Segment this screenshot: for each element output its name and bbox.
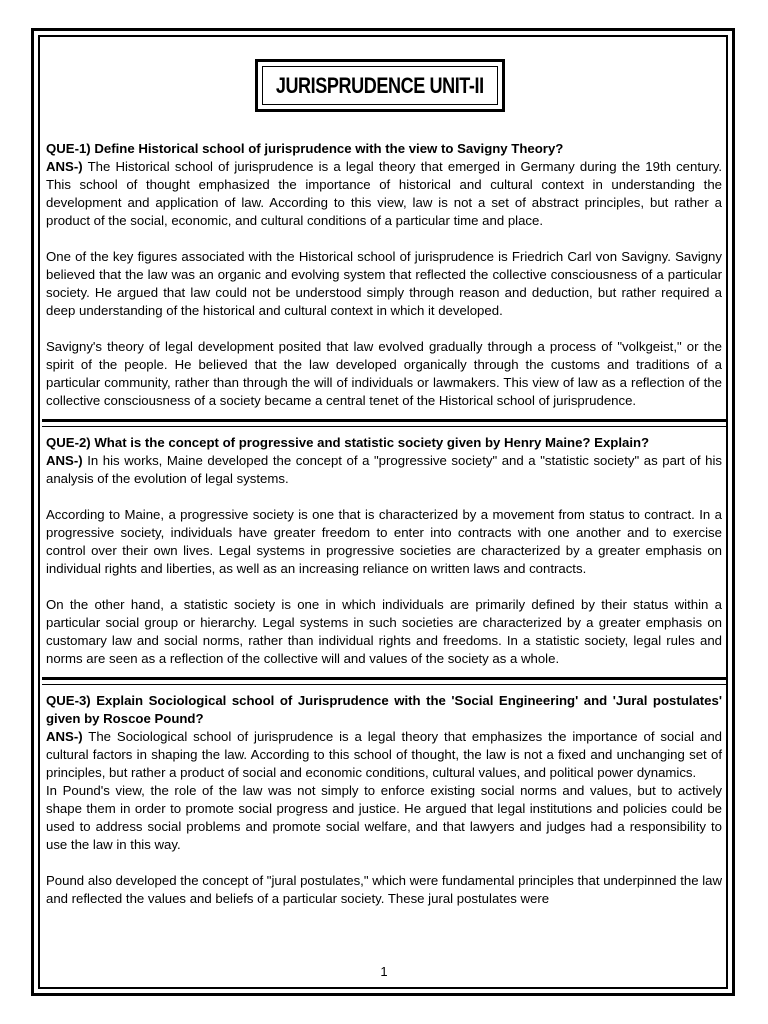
title-box-inner [262,66,498,105]
answer-1-paragraph-1 [46,158,722,230]
answer-2-paragraph-1 [46,452,722,488]
question-2: QUE-2) What is the concept of progressive and statistic society given by Henry Maine? Explain? [46,435,650,450]
section-divider [42,419,726,427]
answer-text: The Sociological school of jurisprudence is a legal theory that emphasizes the importance of social and cultural factors in shaping the law. According to this school of thought, the law is not a fixed and unchanging set of principles, but rather a product of social and economic conditions, cultural values, and political power dynamics. [46,729,722,780]
answer-label: ANS-) [46,159,83,174]
question-3: QUE-3) Explain Sociological school of Jurisprudence with the 'Social Engineering' and 'Jural postulates' given by Roscoe Pound? [46,693,722,726]
title-box [255,59,505,112]
answer-2-paragraph-2: According to Maine, a progressive society is one that is characterized by a movement from status to contract. In a progressive society, individuals have greater freedom to enter into contracts with one another and to exercise control over their own lives. Legal systems in progressive societies are characterized by a greater emphasis on individual rights and liberties, as well as an increasing reliance on written laws and contracts. [46,507,722,576]
answer-3-paragraph-3: Pound also developed the concept of "jural postulates," which were fundamental principles that underpinned the law and reflected the values and beliefs of a particular society. These jural postulates were [46,873,722,906]
page-number: 1 [380,964,388,979]
answer-text: In his works, Maine developed the concept of a "progressive society" and a "statistic society" as part of his analysis of the evolution of legal systems. [46,453,722,486]
answer-1-paragraph-2: One of the key figures associated with the Historical school of jurisprudence is Friedrich Carl von Savigny. Savigny believed that the law was an organic and evolving system that reflected the collective consciousness of a particular society. He argued that law could not be understood simply through reason and deduction, but rather required a deep understanding of the historical and cultural context in which it developed. [46,249,722,318]
answer-3-paragraph-2: In Pound's view, the role of the law was not simply to enforce existing social norms and values, but to actively shape them in order to promote social progress and justice. He argued that legal institutions and policies could be used to address social problems and promote social welfare, and that lawyers and judges had a responsibility to use the law in this way. [46,783,722,852]
answer-3-paragraph-1 [46,728,722,782]
question-section-2 [46,434,722,668]
answer-2-paragraph-3: On the other hand, a statistic society is one in which individuals are primarily defined by their status within a particular social group or hierarchy. Legal systems in such societies are characterized by a greater emphasis on customary law and social norms, rather than individual rights and freedoms. In a statistic society, legal rules and norms are seen as a reflection of the collective will and values of the society as a whole. [46,597,722,666]
answer-label: ANS-) [46,453,83,468]
answer-1-paragraph-3: Savigny's theory of legal development posited that law evolved gradually through a process of "volkgeist," or the spirit of the people. He believed that the law developed organically through the customs and traditions of a particular community, rather than through the will of individuals or lawmakers. This view of law as a reflection of the collective consciousness of a society became a central tenet of the Historical school of jurisprudence. [46,339,722,408]
question-1: QUE-1) Define Historical school of jurisprudence with the view to Savigny Theory? [46,141,564,156]
question-section-3 [46,692,722,908]
document-title: JURISPRUDENCE UNIT-II [276,72,484,98]
document-content [46,140,722,908]
answer-label: ANS-) [46,729,83,744]
answer-text: The Historical school of jurisprudence is a legal theory that emerged in Germany during the 19th century. This school of thought emphasized the importance of historical and cultural context in understanding the development and application of law. According to this view, law is not a set of abstract principles, but rather a product of the social, economic, and cultural conditions of a particular time and place. [46,159,722,228]
question-section-1 [46,140,722,410]
section-divider [42,677,726,685]
